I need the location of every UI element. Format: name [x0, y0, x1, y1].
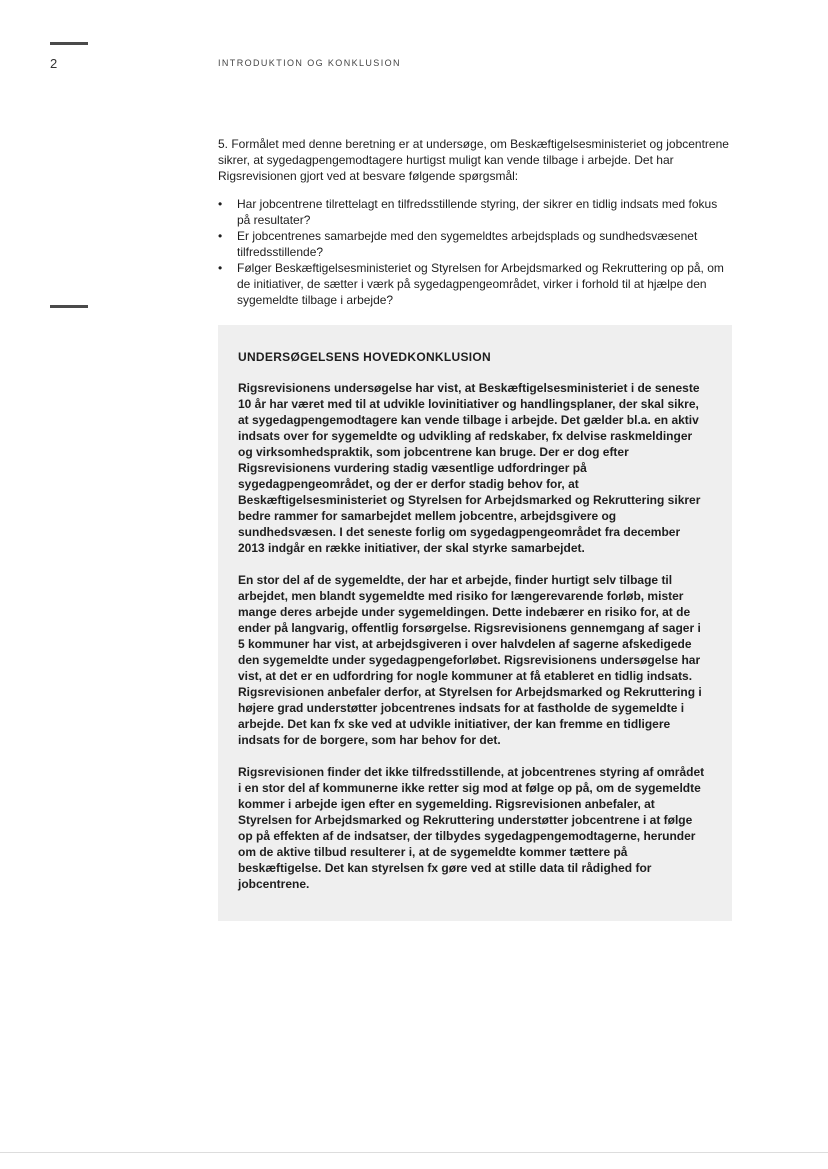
question-item: • Følger Beskæftigelsesministeriet og Styrelsen for Arbejdsmarked og Rekruttering op på, om de initiativer, de sætter i værk på sygedagpengeområdet, virker i forhold til at hjælpe den sygemeldte tilbage i arbejde?: [218, 260, 730, 308]
page-number: 2: [50, 56, 58, 71]
intro-paragraph: 5. Formålet med denne beretning er at undersøge, om Beskæftigelsesministeriet og jobcentrene sikrer, at sygedagpengemodtagere hurtigst muligt kan vende tilbage i arbejde. Det har Rigsrevisionen gjort ved at besvare følgende spørgsmål:: [218, 137, 729, 183]
conclusion-title: UNDERSØGELSENS HOVEDKONKLUSION: [238, 350, 492, 364]
conclusion-paragraph: Rigsrevisionens undersøgelse har vist, at Beskæftigelsesministeriet i de seneste 10 år har været med til at udvikle lovinitiativer og handlingsplaner, der skal sikre, at sygedagpengemodtagere kan vende tilbage i arbejde. Det gælder bl.a. en aktiv indsats over for sygemeldte og udvikling af redskaber, fx delvise raskmeldinger og virksomhedspraktik, som jobcentrene kan bruge. Der er dog efter Rigsrevisionens vurdering stadig væsentlige udfordringer på sygedagpengeområdet, og der er derfor stadig behov for, at Beskæftigelsesministeriet og Styrelsen for Arbejdsmarked og Rekruttering sikrer bedre rammer for samarbejdet mellem jobcentre, arbejdsgivere og sundhedsvæsen. I det seneste forlig om sygedagpengeområdet fra december 2013 indgår en række initiativer, der skal styrke samarbejdet.: [238, 381, 701, 555]
question-item: • Er jobcentrenes samarbejde med den sygemeldtes arbejdsplads og sundhedsvæsenet tilfredsstillende?: [218, 228, 730, 260]
top-margin-rule: [50, 42, 88, 45]
question-list: [218, 196, 730, 308]
conclusion-paragraph: En stor del af de sygemeldte, der har et arbejde, finder hurtigt selv tilbage til arbejdet, men blandt sygemeldte med risiko for længerevarende forløb, mister mange deres arbejde under sygemeldingen. Dette indebærer en risiko for, at de ender på langvarig, offentlig forsørgelse. Rigsrevisionens gennemgang af sager i 5 kommuner har vist, at arbejdsgiveren i over halvdelen af sagerne afskedigede den sygemeldte under sygedagpengeforløbet. Rigsrevisionens undersøgelse har vist, at det er en udfordring for nogle kommuner at få etableret en tidlig indsats. Rigsrevisionen anbefaler derfor, at Styrelsen for Arbejdsmarked og Rekruttering i højere grad understøtter jobcentrenes indsats for at fastholde de sygemeldte i arbejde. Det kan fx ske ved at udvikle initiativer, der kan fremme en tidligere indsats for de borgere, som har behov for det.: [238, 573, 702, 747]
conclusion-paragraph: Rigsrevisionen finder det ikke tilfredsstillende, at jobcentrenes styring af området i en stor del af kommunerne ikke retter sig mod at følge op på, om de sygemeldte kommer i arbejde igen efter en sygemelding. Rigsrevisionen anbefaler, at Styrelsen for Arbejdsmarked og Rekruttering understøtter jobcentrene i at følge op på effekten af de indsatser, der tilbydes sygedagpengemodtagerne, herunder om de aktive tilbud resulterer i, at de sygemeldte kommer tættere på beskæftigelse. Det kan styrelsen fx gøre ved at stille data til rådighed for jobcentrene.: [238, 765, 705, 891]
question-item: • Har jobcentrene tilrettelagt en tilfredsstillende styring, der sikrer en tidlig indsats med fokus på resultater?: [218, 196, 730, 228]
margin-rule: [50, 305, 88, 308]
main-conclusion-box: [218, 325, 732, 921]
running-header: INTRODUKTION OG KONKLUSION: [218, 58, 401, 68]
footer-divider: [0, 1152, 828, 1153]
intro-section: [218, 136, 730, 308]
